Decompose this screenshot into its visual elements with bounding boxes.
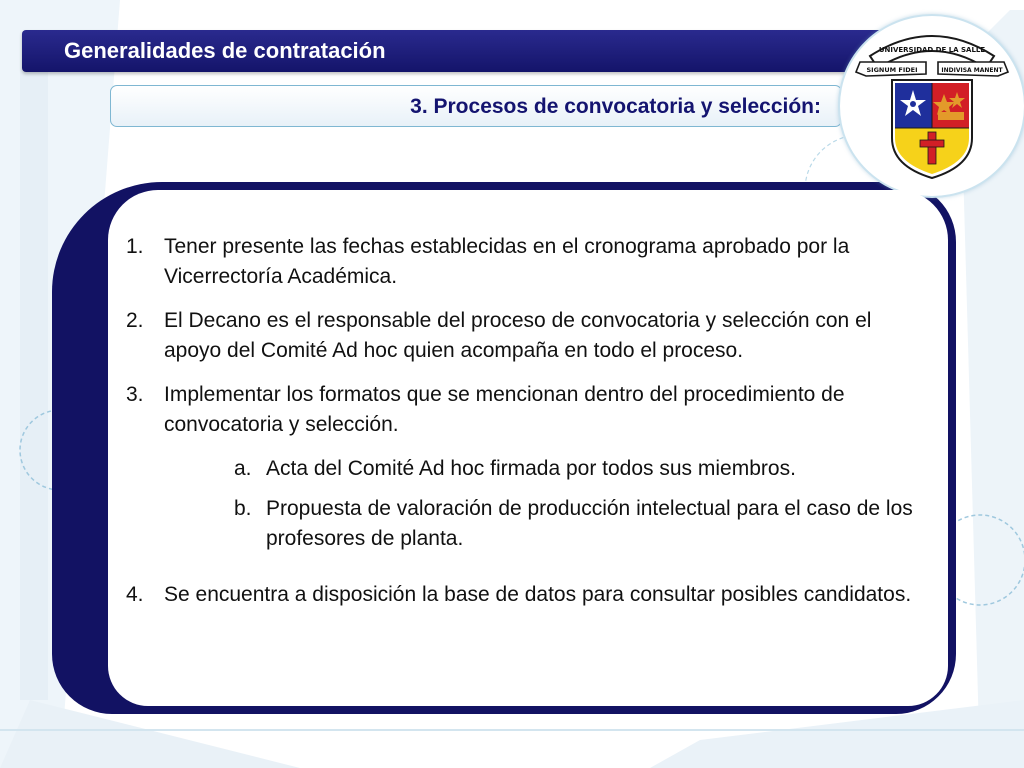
crest-icon bbox=[840, 16, 1024, 196]
page-title: Generalidades de contratación bbox=[64, 38, 386, 63]
list-item-number: 3. bbox=[126, 383, 144, 406]
university-logo bbox=[838, 14, 1024, 198]
list-item-number: 2. bbox=[126, 309, 144, 332]
sub-item-letter: a. bbox=[234, 457, 252, 480]
logo-motto-left: SIGNUM FIDEI bbox=[866, 66, 918, 74]
title-bar bbox=[22, 30, 902, 72]
sub-item-letter: b. bbox=[234, 497, 252, 520]
list-item bbox=[126, 306, 926, 366]
list-item-text: Tener presente las fechas establecidas en el cronograma aprobado por la Vicerrectoría Académica. bbox=[164, 235, 850, 288]
sub-list-item bbox=[234, 494, 926, 554]
list-item-text: El Decano es el responsable del proceso de convocatoria y selección con el apoyo del Comité Ad hoc quien acompaña en todo el proceso. bbox=[164, 309, 872, 362]
sub-item-text: Propuesta de valoración de producción intelectual para el caso de los profesores de planta. bbox=[266, 497, 913, 550]
list-item bbox=[126, 232, 926, 292]
section-subtitle: 3. Procesos de convocatoria y selección: bbox=[410, 95, 821, 118]
logo-motto-right: INDIVISA MANENT bbox=[941, 67, 1003, 74]
list-item-number: 1. bbox=[126, 235, 144, 258]
subtitle-box bbox=[110, 85, 842, 127]
list-item-text: Se encuentra a disposición la base de datos para consultar posibles candidatos. bbox=[164, 583, 912, 606]
logo-text-top: UNIVERSIDAD DE LA SALLE bbox=[878, 46, 986, 54]
content-list bbox=[126, 232, 926, 624]
sub-list-item bbox=[234, 454, 926, 484]
list-item-number: 4. bbox=[126, 583, 144, 606]
sub-item-text: Acta del Comité Ad hoc firmada por todos sus miembros. bbox=[266, 457, 796, 480]
list-item bbox=[126, 580, 926, 610]
list-item-text: Implementar los formatos que se mencionan dentro del procedimiento de convocatoria y selección. bbox=[164, 383, 845, 436]
list-item bbox=[126, 380, 926, 440]
